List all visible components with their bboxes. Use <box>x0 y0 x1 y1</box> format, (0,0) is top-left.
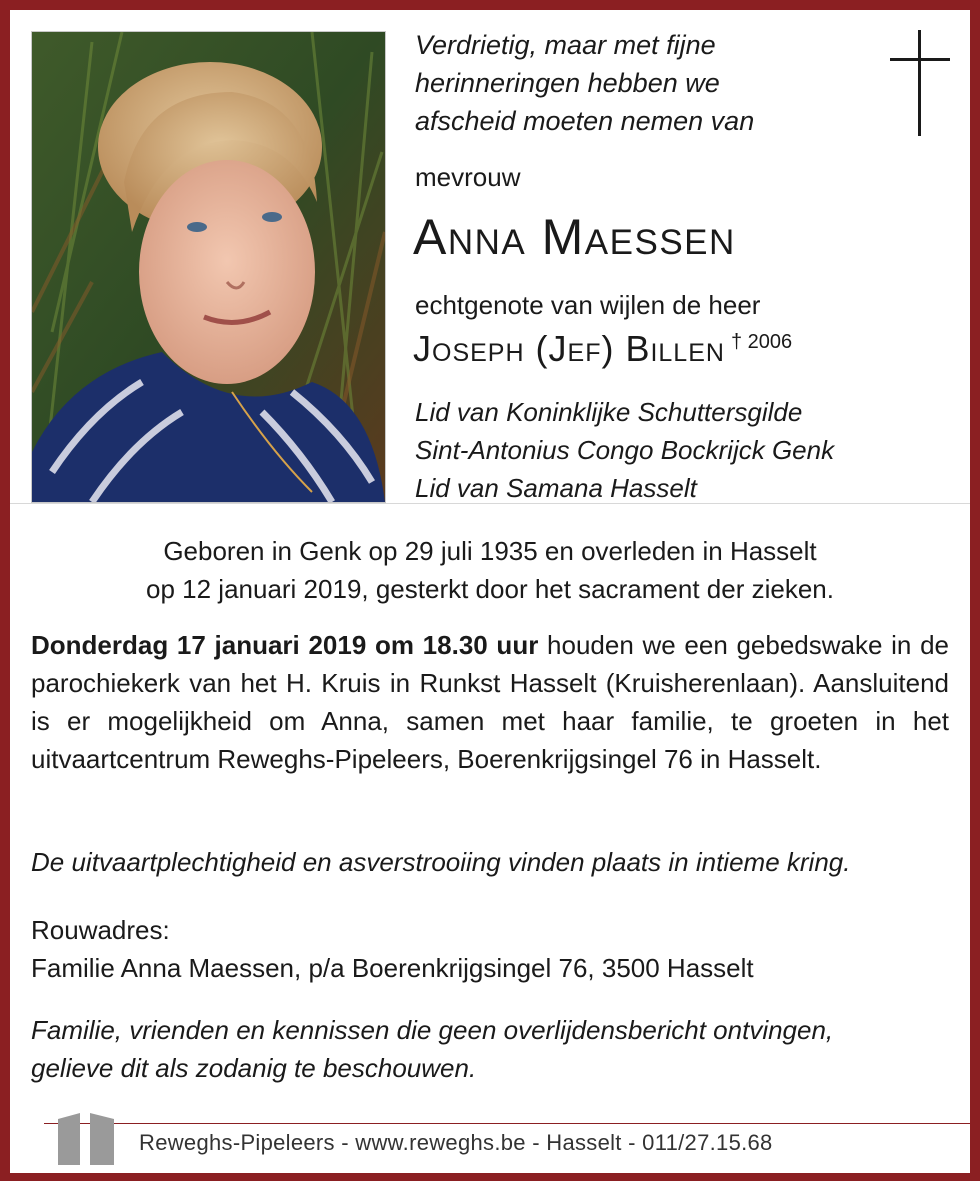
wake-paragraph <box>31 626 949 778</box>
address-value: Familie Anna Maessen, p/a Boerenkrijgsingel 76, 3500 Hasselt <box>31 953 754 983</box>
funeral-home-logo-icon <box>58 1111 114 1165</box>
spouse-name-line <box>413 328 792 370</box>
intro-line: Verdrietig, maar met fijne <box>415 30 716 60</box>
deceased-prefix: mevrouw <box>415 162 521 192</box>
membership-line: Lid van Koninklijke Schuttersgilde <box>415 397 803 427</box>
membership-line: Lid van Samana Hasselt <box>415 473 697 503</box>
frame-left <box>0 0 10 1181</box>
birth-death-details <box>31 532 949 608</box>
wake-text: houden we een gebedswake in de parochiekerk van het H. Kruis in Runkst Hasselt (Kruisherenlaan). Aansluitend is er mogelijkheid om Anna, samen met haar familie, te groeten in het uitvaartcentrum Reweghs-Pipeleers, Boerenkrijgsingel 76 in Hasselt. <box>31 630 949 774</box>
intro-line: herinneringen hebben we <box>415 68 720 98</box>
closing-notice <box>31 1011 833 1087</box>
footer-contact: Reweghs-Pipeleers - www.reweghs.be - Hasselt - 011/27.15.68 <box>139 1130 773 1155</box>
mourning-address <box>31 911 754 987</box>
spouse-intro: echtgenote van wijlen de heer <box>415 290 761 320</box>
funeral-notice: De uitvaartplechtigheid en asverstrooiing vinden plaats in intieme kring. <box>31 847 851 877</box>
deceased-name: Anna Maessen <box>413 209 736 265</box>
frame-right <box>970 0 980 1181</box>
footer-rule <box>44 1123 970 1124</box>
born-line: Geboren in Genk op 29 juli 1935 en overleden in Hasselt <box>163 536 817 566</box>
membership-line: Sint-Antonius Congo Bockrijck Genk <box>415 435 835 465</box>
intro-text <box>415 26 835 140</box>
frame-top <box>0 0 980 10</box>
notice-line: Familie, vrienden en kennissen die geen overlijdensbericht ontvingen, <box>31 1015 834 1045</box>
spouse-name: Joseph (Jef) Billen <box>413 328 725 369</box>
portrait-photo <box>31 31 386 503</box>
notice-line: gelieve dit als zodanig te beschouwen. <box>31 1053 477 1083</box>
intro-line: afscheid moeten nemen van <box>415 106 755 136</box>
memberships <box>415 393 834 507</box>
wake-datetime: Donderdag 17 januari 2019 om 18.30 uur <box>31 630 539 660</box>
born-line: op 12 januari 2019, gesterkt door het sacrament der zieken. <box>146 574 834 604</box>
frame-bottom <box>0 1173 980 1181</box>
spouse-death-year: † 2006 <box>730 331 793 353</box>
section-divider <box>10 503 970 504</box>
cross-icon <box>890 30 950 136</box>
address-label: Rouwadres: <box>31 915 170 945</box>
